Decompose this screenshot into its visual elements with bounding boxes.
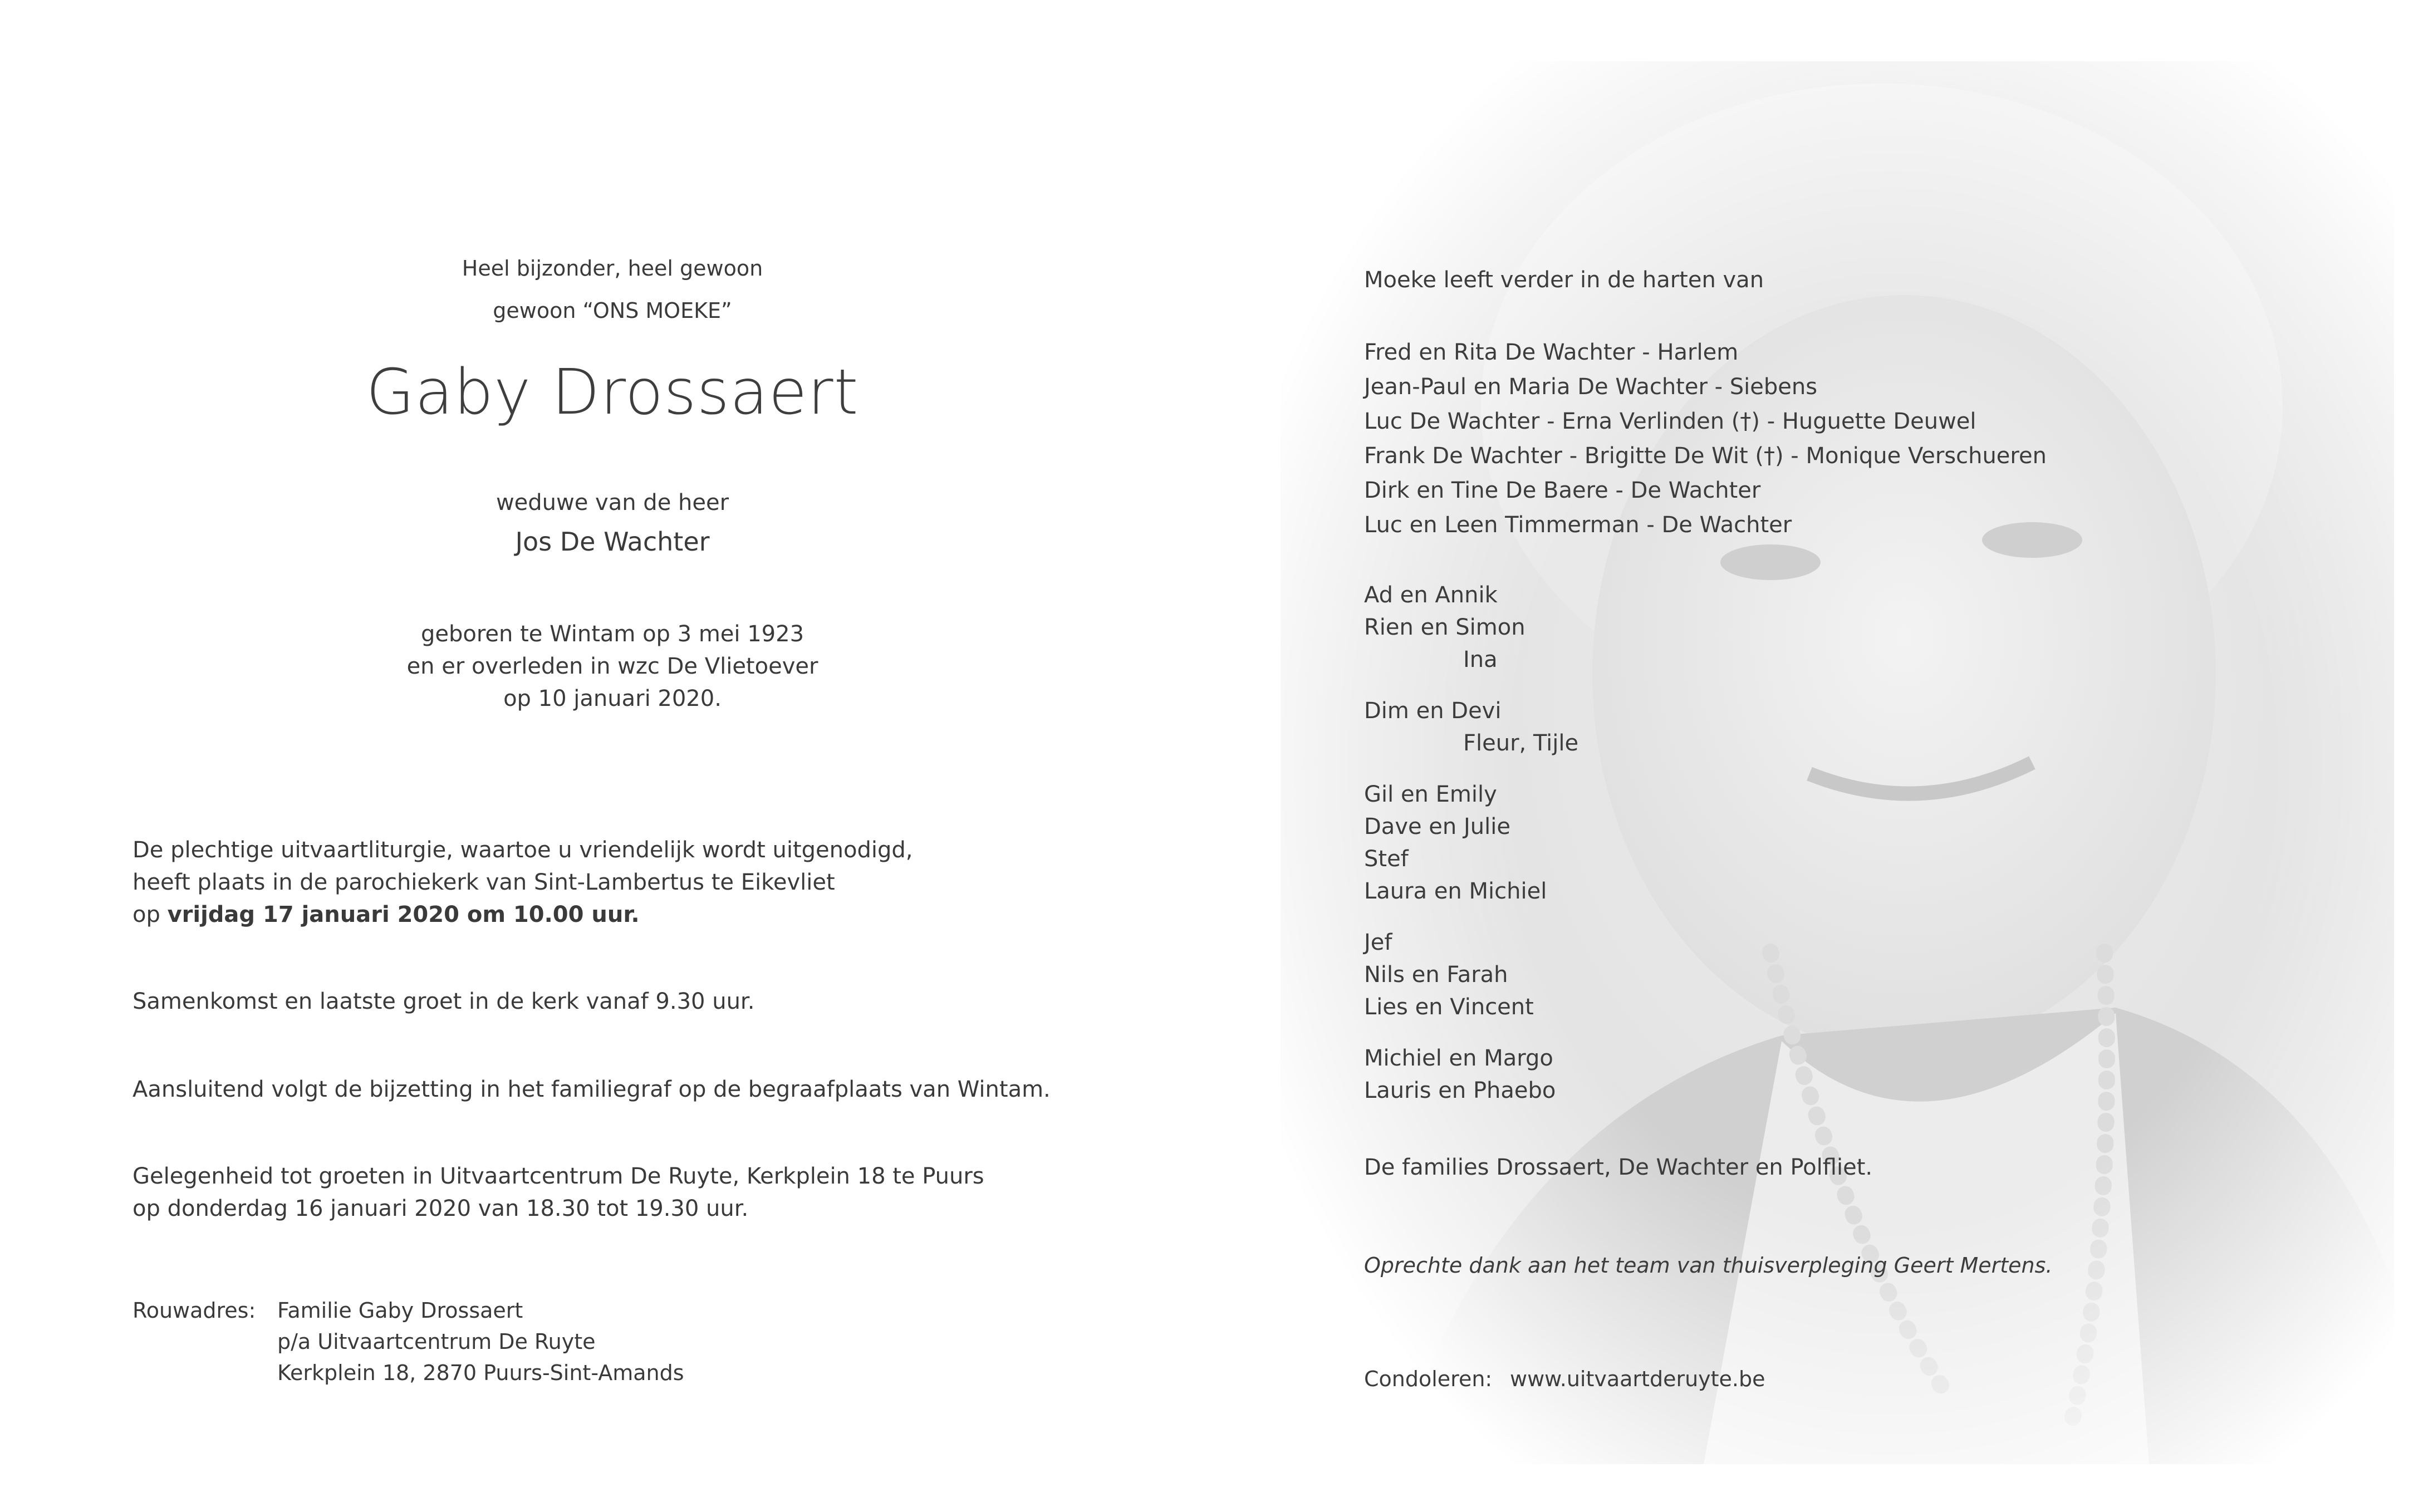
intro-line: Moeke leeft verder in de harten van	[1364, 267, 1764, 293]
thanks-line: Oprechte dank aan het team van thuisverpleging Geert Mertens.	[1364, 1253, 2053, 1278]
date-line: geboren te Wintam op 3 mei 1923	[420, 621, 805, 647]
condolence-label: Condoleren:	[1364, 1367, 1493, 1391]
child-family-line: Frank De Wachter - Brigitte De Wit (†) - Monique Verschueren	[1364, 443, 2047, 469]
address-line: Familie Gaby Drossaert	[277, 1298, 523, 1323]
child-family-line: Jean-Paul en Maria De Wachter - Siebens	[1364, 374, 1818, 400]
address-line: p/a Uitvaartcentrum De Ruyte	[277, 1329, 596, 1354]
grandchild-line: Stef	[1364, 846, 1409, 872]
grandchild-line: Ad en Annik	[1364, 582, 1498, 608]
gathering-text: Samenkomst en laatste groet in de kerk vanaf 9.30 uur.	[133, 989, 755, 1014]
ceremony-prefix: op	[133, 902, 168, 927]
grandchild-line: Rien en Simon	[1364, 615, 1525, 640]
child-family-line: Luc en Leen Timmerman - De Wachter	[1364, 512, 1792, 538]
ceremony-block	[133, 834, 913, 931]
tagline-line-1: Heel bijzonder, heel gewoon	[462, 256, 763, 281]
address-block	[277, 1295, 684, 1388]
grandchildren-list	[1364, 579, 1578, 1107]
visitation-line: Gelegenheid tot groeten in Uitvaartcentrum De Ruyte, Kerkplein 18 te Puurs	[133, 1164, 984, 1189]
grandchild-line: Dim en Devi	[1364, 698, 1502, 724]
burial-text: Aansluitend volgt de bijzetting in het familiegraf op de begraafplaats van Wintam.	[133, 1077, 1051, 1102]
ceremony-line: De plechtige uitvaartliturgie, waartoe u vriendelijk wordt uitgenodigd,	[133, 837, 913, 863]
child-family-line: Luc De Wachter - Erna Verlinden (†) - Huguette Deuwel	[1364, 409, 1976, 434]
ceremony-line: heeft plaats in de parochiekerk van Sint-Lambertus te Eikevliet	[133, 870, 835, 895]
date-line: en er overleden in wzc De Vlietoever	[406, 654, 818, 679]
grandchild-line: Lies en Vincent	[1364, 994, 1534, 1020]
widow-line: weduwe van de heer	[496, 490, 729, 516]
visitation-line: op donderdag 16 januari 2020 van 18.30 tot 19.30 uur.	[133, 1196, 749, 1221]
great-grandchild-line: Fleur, Tijle	[1463, 730, 1579, 756]
grandchild-line: Dave en Julie	[1364, 814, 1510, 840]
child-family-line: Dirk en Tine De Baere - De Wachter	[1364, 478, 1761, 503]
life-dates	[407, 618, 818, 715]
child-family-line: Fred en Rita De Wachter - Harlem	[1364, 340, 1739, 365]
visitation-block	[133, 1160, 984, 1225]
ceremony-line	[133, 899, 913, 931]
families-line: De families Drossaert, De Wachter en Polfliet.	[1364, 1155, 1873, 1180]
grandchild-line: Michiel en Margo	[1364, 1045, 1553, 1071]
grandchild-line: Jef	[1364, 930, 1392, 955]
grandchild-line: Lauris en Phaebo	[1364, 1078, 1556, 1103]
ceremony-datetime: vrijdag 17 januari 2020 om 10.00 uur.	[167, 902, 640, 927]
address-line: Kerkplein 18, 2870 Puurs-Sint-Amands	[277, 1361, 684, 1385]
husband-name: Jos De Wachter	[515, 527, 710, 557]
grandchild-line: Gil en Emily	[1364, 782, 1497, 807]
children-list	[1364, 335, 2047, 542]
grandchild-line: Laura en Michiel	[1364, 878, 1547, 904]
grandchild-line: Nils en Farah	[1364, 962, 1508, 988]
condolence-link[interactable]: www.uitvaartderuyte.be	[1510, 1367, 1765, 1391]
tagline-line-2: gewoon “ONS MOEKE”	[493, 298, 732, 323]
date-line: op 10 januari 2020.	[503, 686, 722, 711]
great-grandchild-line: Ina	[1463, 647, 1498, 672]
deceased-name: Gaby Drossaert	[366, 356, 859, 429]
address-label: Rouwadres:	[133, 1298, 256, 1323]
